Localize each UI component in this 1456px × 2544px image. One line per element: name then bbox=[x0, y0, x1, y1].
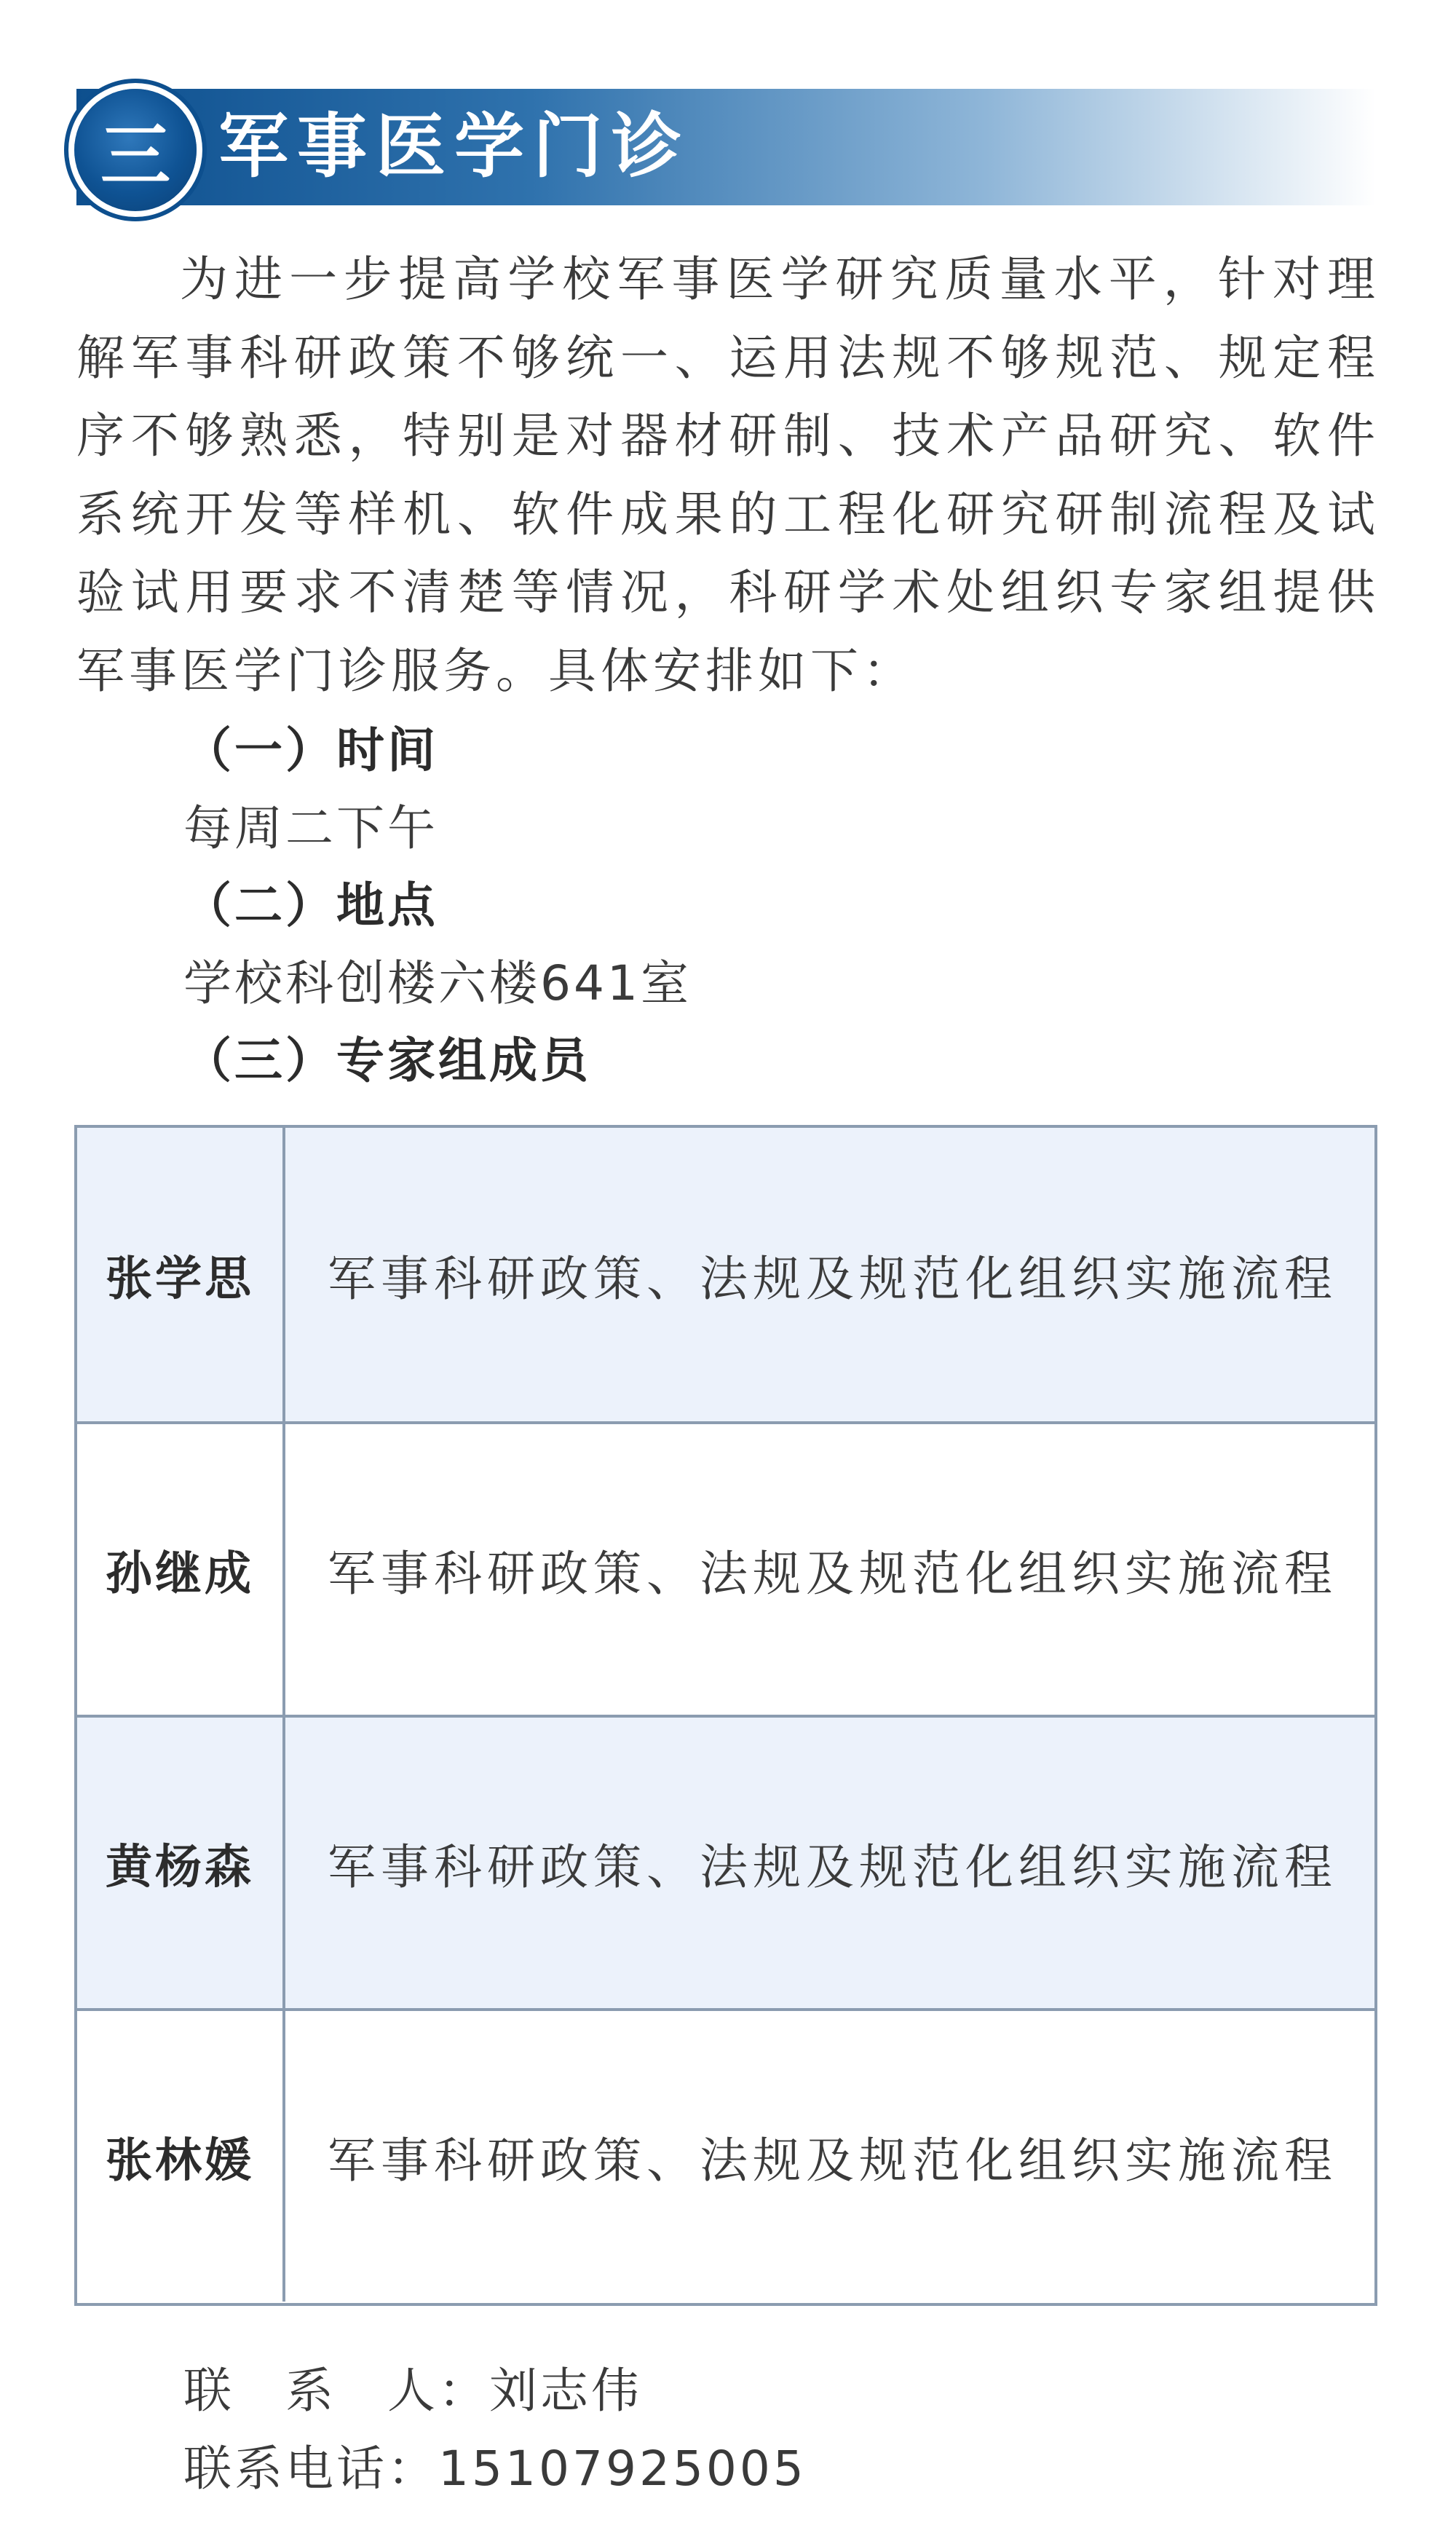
contact-person-name: 刘志伟 bbox=[489, 2363, 642, 2419]
contact-phone-line bbox=[183, 2430, 807, 2508]
expert-name: 张学思 bbox=[77, 1128, 285, 1421]
contact-phone-label: 联系电话： bbox=[183, 2441, 438, 2497]
table-row bbox=[77, 2008, 1374, 2302]
contact-person-label: 联 系 人： bbox=[183, 2363, 489, 2419]
contact-phone-number: 15107925005 bbox=[438, 2441, 807, 2497]
section-number-badge: 三 bbox=[74, 89, 197, 211]
expert-name: 张林媛 bbox=[77, 2011, 285, 2302]
place-heading: （二）地点 bbox=[183, 877, 438, 933]
intro-paragraph: 为进一步提高学校军事医学研究质量水平，针对理解军事科研政策不够统一、运用法规不够规范、规定程序不够熟悉，特别是对器材研制、技术产品研究、软件系统开发等样机、软件成果的工程化研究研制流程及试验试用要求不清楚等情况，科研学术处组织专家组提供军事医学门诊服务。具体安排如下： bbox=[76, 251, 1380, 699]
experts-heading: （三）专家组成员 bbox=[183, 1032, 591, 1089]
place-value: 学校科创楼六楼641室 bbox=[183, 955, 692, 1011]
time-value: 每周二下午 bbox=[183, 800, 438, 856]
expert-area: 军事科研政策、法规及规范化组织实施流程 bbox=[328, 1251, 1337, 1307]
section-title: 军事医学门诊 bbox=[218, 106, 690, 187]
expert-name: 黄杨森 bbox=[77, 1718, 285, 2008]
experts-table bbox=[74, 1125, 1377, 2306]
table-row bbox=[77, 1421, 1374, 1715]
expert-area: 军事科研政策、法规及规范化组织实施流程 bbox=[328, 2133, 1337, 2189]
expert-area: 军事科研政策、法规及规范化组织实施流程 bbox=[328, 1839, 1337, 1895]
time-heading: （一）时间 bbox=[183, 722, 438, 778]
expert-area: 军事科研政策、法规及规范化组织实施流程 bbox=[328, 1546, 1337, 1602]
expert-name: 孙继成 bbox=[77, 1424, 285, 1715]
contact-person-line bbox=[183, 2352, 642, 2430]
table-row bbox=[77, 1715, 1374, 2008]
table-row bbox=[77, 1128, 1374, 1421]
